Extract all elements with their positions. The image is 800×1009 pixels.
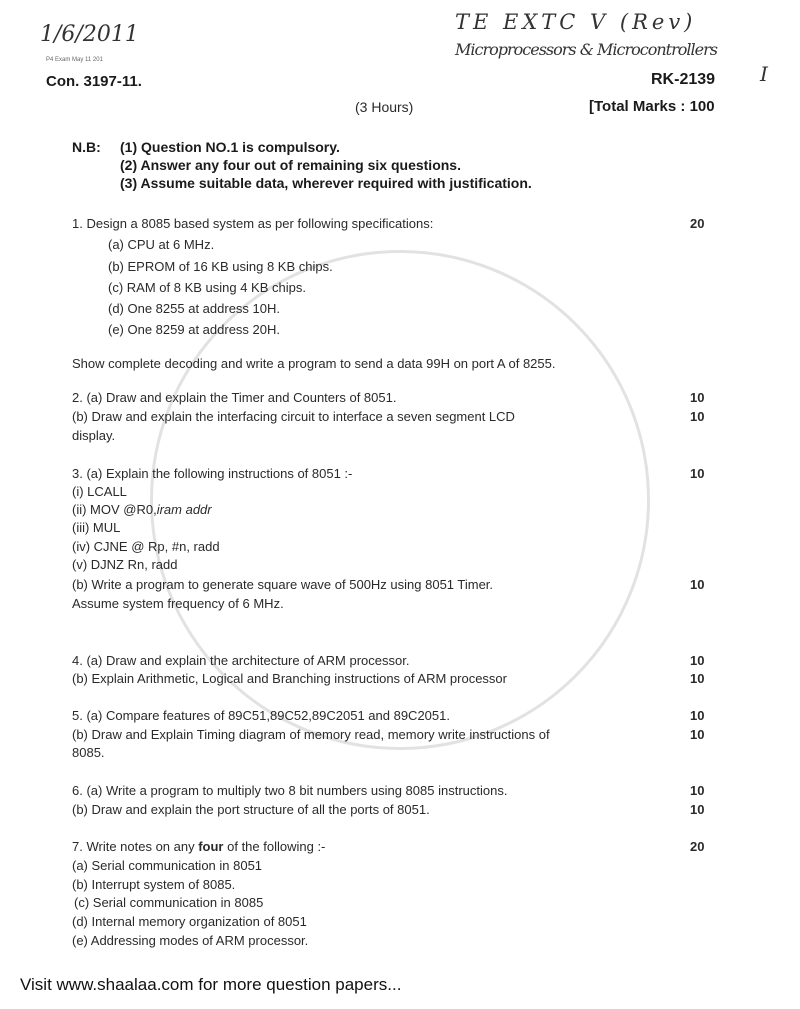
handwritten-subject: Microprocessors & Microcontrollers [455,40,717,59]
q2b: (b) Draw and explain the interfacing circuit to interface a seven segment LCD [72,409,515,424]
q1-item: (c) RAM of 8 KB using 4 KB chips. [108,280,306,295]
q3-item: (v) DJNZ Rn, radd [72,557,178,572]
q6a-marks: 10 [690,783,705,798]
q5b-marks: 10 [690,727,705,742]
q3-item-italic: iram addr [156,502,212,517]
q3-item: (iii) MUL [72,520,121,535]
q4a-marks: 10 [690,653,705,668]
q3-item: (iv) CJNE @ Rp, #n, radd [72,539,220,554]
q2a: 2. (a) Draw and explain the Timer and Counters of 8051. [72,390,397,405]
q1-item: (e) One 8259 at address 20H. [108,322,280,337]
q3-item: (i) LCALL [72,484,127,499]
handwritten-date: 1/6/2011 [40,22,139,47]
q1-marks: 20 [690,216,705,231]
q7-post: of the following :- [223,839,326,854]
q2a-marks: 10 [690,390,705,405]
q3-item-text: (ii) MOV @R0, [72,502,157,517]
q3-item [72,502,212,517]
nb-item: (1) Question NO.1 is compulsory. [120,139,340,155]
q1-note: Show complete decoding and write a program to send a data 99H on port A of 8255. [72,356,556,371]
duration: (3 Hours) [355,99,414,115]
exam-stamp: P4 Exam May 11 201 [46,57,103,63]
paper-code: RK-2139 [651,71,716,88]
q3b-marks: 10 [690,577,705,592]
q1-text: 1. Design a 8085 based system as per following specifications: [72,216,434,231]
q2b-cont: display. [72,428,116,443]
q4b: (b) Explain Arithmetic, Logical and Branching instructions of ARM processor [72,671,507,686]
q5b-cont: 8085. [72,745,105,760]
q7-item: (d) Internal memory organization of 8051 [72,914,307,929]
q6a: 6. (a) Write a program to multiply two 8 bit numbers using 8085 instructions. [72,783,508,798]
nb-item: (2) Answer any four out of remaining six questions. [120,157,461,173]
q4b-marks: 10 [690,671,705,686]
q7-item: (e) Addressing modes of ARM processor. [72,933,309,948]
handwritten-course: TE EXTC V (Rev) [455,10,697,34]
q3a: 3. (a) Explain the following instructions of 8051 :- [72,466,353,481]
q1-item: (a) CPU at 6 MHz. [108,237,215,252]
q3b-cont: Assume system frequency of 6 MHz. [72,596,284,611]
handwritten-sem: I [760,62,768,86]
q7-bold: four [198,839,224,854]
q7-item: (a) Serial communication in 8051 [72,858,263,873]
q6b: (b) Draw and explain the port structure of all the ports of 8051. [72,802,430,817]
q7-marks: 20 [690,839,705,854]
nb-label: N.B: [72,139,101,155]
q5a: 5. (a) Compare features of 89C51,89C52,89C2051 and 89C2051. [72,708,450,723]
q3b: (b) Write a program to generate square wave of 500Hz using 8051 Timer. [72,577,494,592]
q3a-marks: 10 [690,466,705,481]
total-marks: [Total Marks : 100 [589,98,715,115]
q7-text [72,839,325,854]
q2b-marks: 10 [690,409,705,424]
q7-item: (b) Interrupt system of 8085. [72,877,236,892]
q5b: (b) Draw and Explain Timing diagram of memory read, memory write instructions of [72,727,550,742]
q7-item: (c) Serial communication in 8085 [74,895,264,910]
q5a-marks: 10 [690,708,705,723]
footer-link[interactable]: Visit www.shaalaa.com for more question papers... [20,975,402,994]
q1-item: (d) One 8255 at address 10H. [108,301,280,316]
nb-item: (3) Assume suitable data, wherever required with justification. [120,175,532,191]
con-number: Con. 3197-11. [46,73,142,90]
q7-pre: 7. Write notes on any [72,839,199,854]
q4a: 4. (a) Draw and explain the architecture of ARM processor. [72,653,410,668]
q6b-marks: 10 [690,802,705,817]
q1-item: (b) EPROM of 16 KB using 8 KB chips. [108,259,333,274]
